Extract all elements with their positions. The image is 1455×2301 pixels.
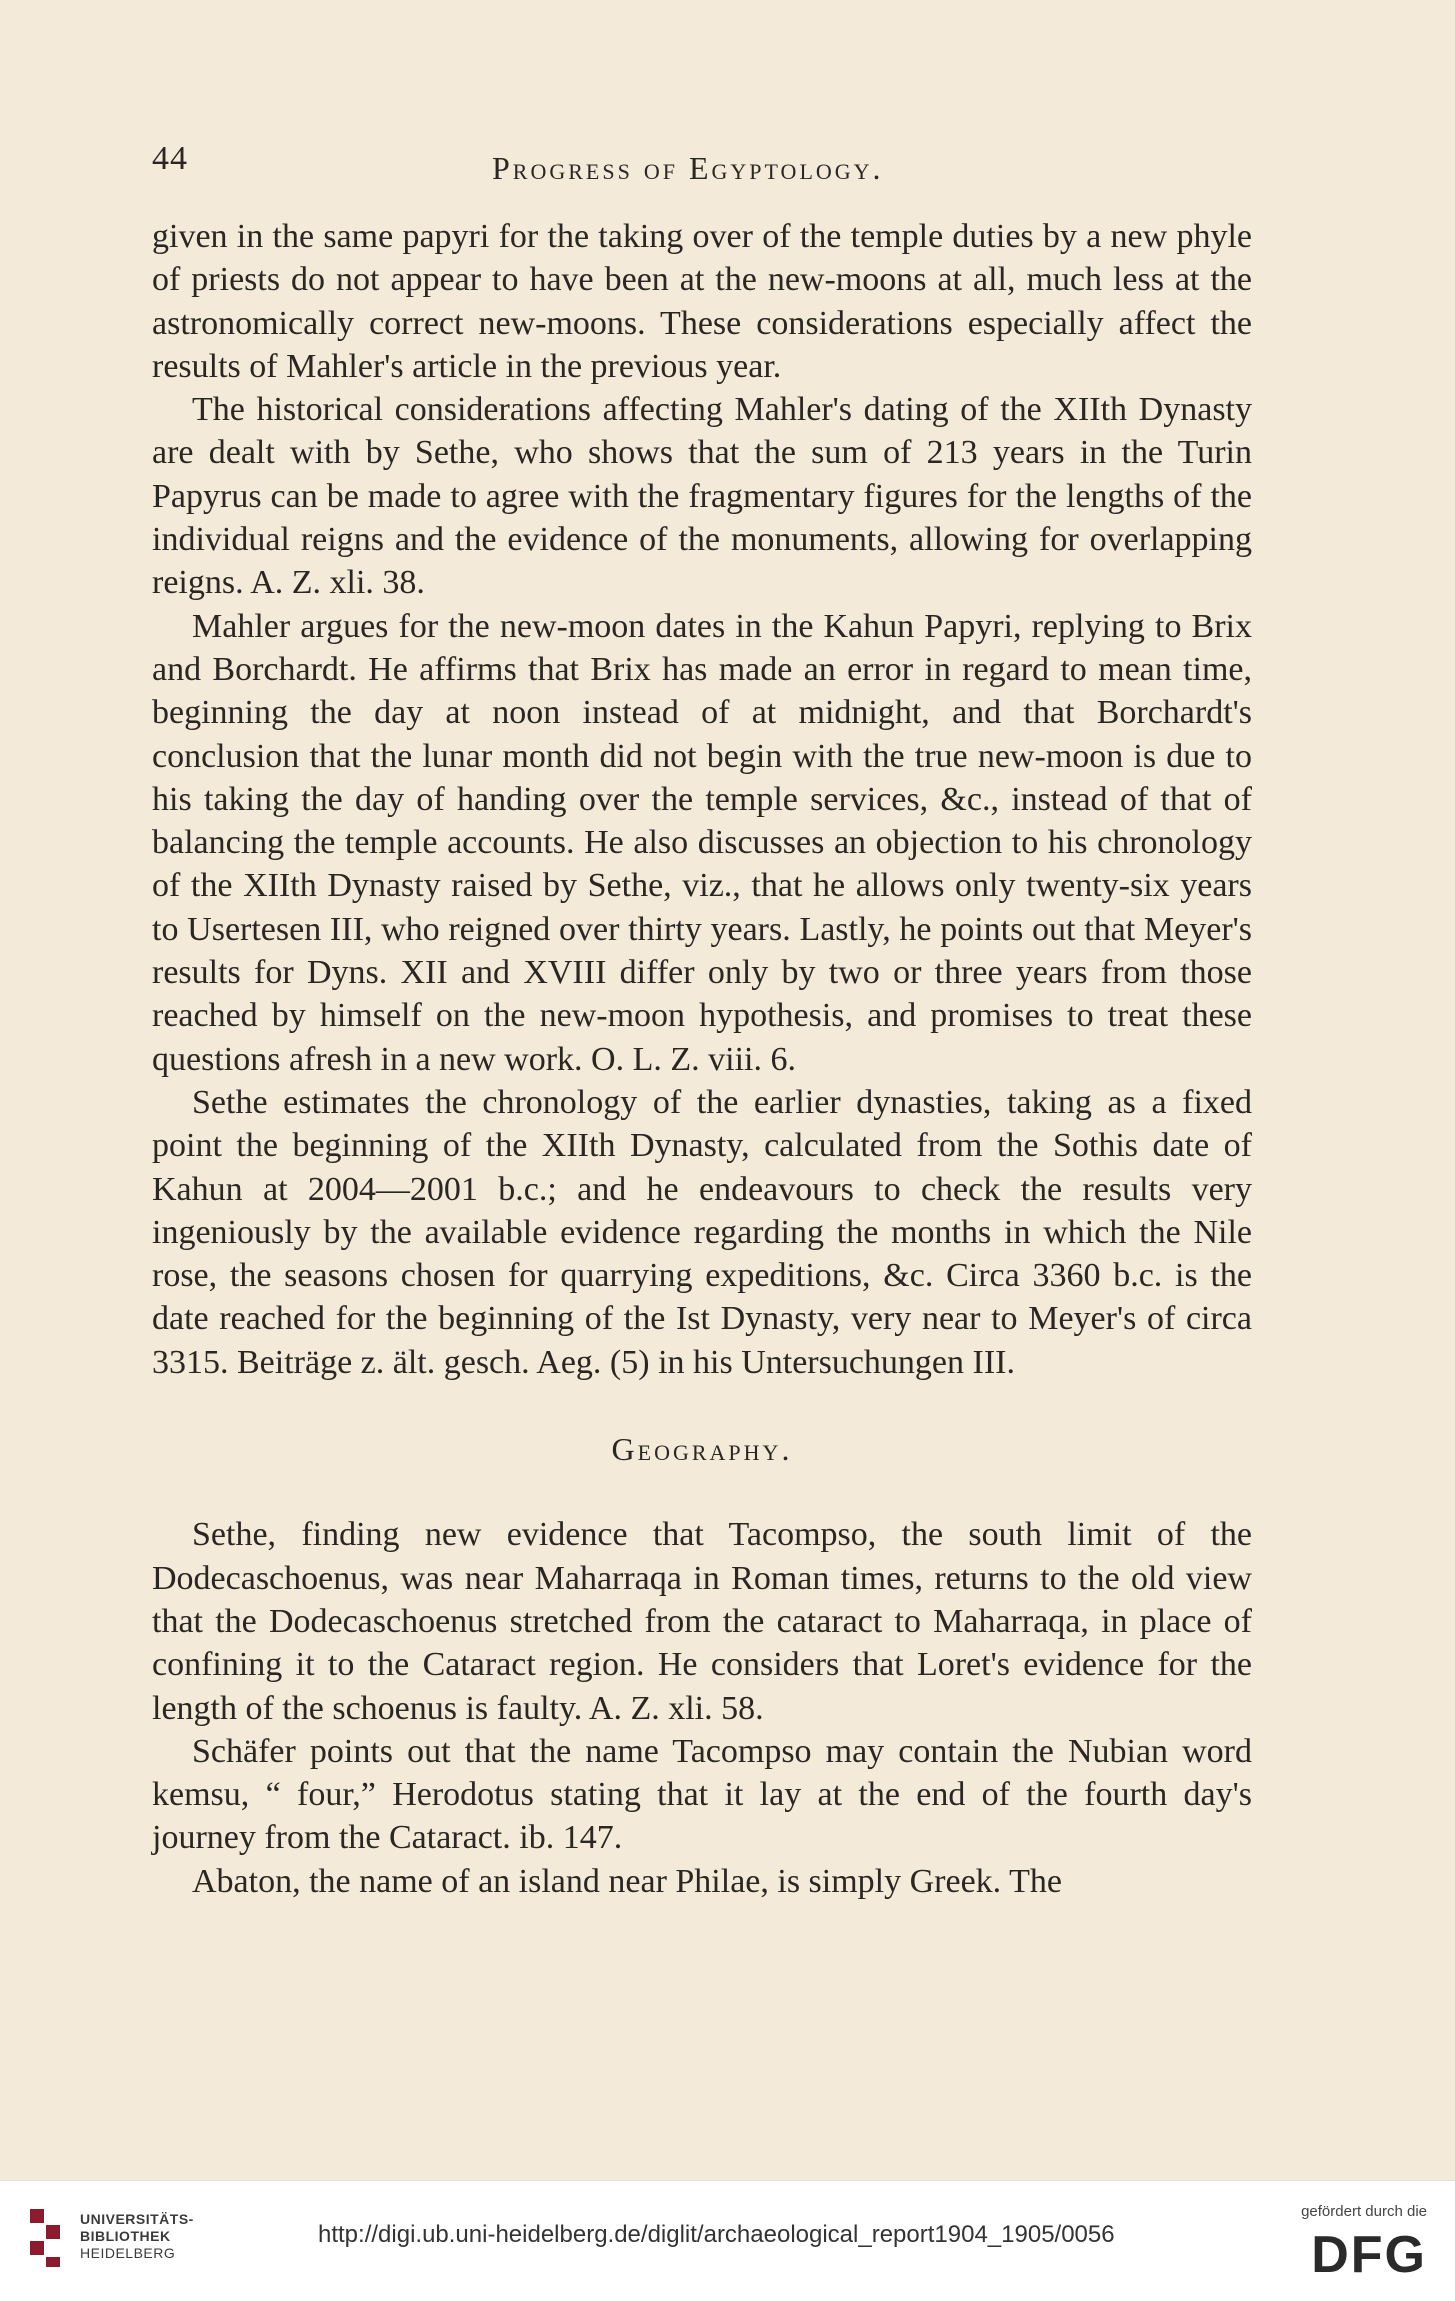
body-text <box>152 215 1252 1903</box>
page-header <box>152 130 1262 190</box>
paragraph-2: The historical considerations affecting Mahler's dating of the XIIth Dynasty are dealt with by Sethe, who shows that the sum of 213 years in the Turin Papyrus can be made to agree with the fragmentary figures for the lengths of the individual reigns and the evidence of the monuments, allowing for overlapping reigns. A. Z. xli. 38. <box>152 391 1252 602</box>
university-library-name <box>80 2211 194 2262</box>
page-number: 44 <box>152 140 188 177</box>
paragraph-4: Sethe estimates the chronology of the earlier dynasties, taking as a fixed point the beginning of the XIIth Dynasty, calculated from the Sothis date of Kahun at 2004—2001 b.c.; and he endeavours to check the results very ingeniously by the available evidence regarding the months in which the Nile rose, the seasons chosen for quarrying expeditions, &c. Circa 3360 b.c. is the date reached for the beginning of the Ist Dynasty, very near to Meyer's of circa 3315. Beiträge z. ält. gesch. Aeg. (5) in his Untersuchungen III. <box>152 1083 1252 1381</box>
paragraph-1: given in the same papyri for the taking over of the temple duties by a new phyle of priests do not appear to have been at the new-moons at all, much less at the astronomically correct new-moons. These considerations especially affect the results of Mahler's article in the previous year. <box>152 218 1252 385</box>
paragraph-7: Abaton, the name of an island near Philae, is simply Greek. The <box>192 1862 1062 1900</box>
paragraph-6: Schäfer points out that the name Tacompso may contain the Nubian word kemsu, “ four,” Herodotus stating that it lay at the end of the fourth day's journey from the Cataract. ib. 147. <box>152 1732 1252 1857</box>
dfg-logo: DFG <box>1311 2226 1427 2284</box>
viewer-footer <box>0 2180 1455 2301</box>
running-title: Progress of Egyptology. <box>492 150 884 186</box>
paragraph-3: Mahler argues for the new-moon dates in the Kahun Papyri, replying to Brix and Borchardt. He affirms that Brix has made an error in regard to mean time, beginning the day at noon instead of at midnight, and that Borchardt's conclusion that the lunar month did not begin with the true new-moon is due to his taking the day of handing over the temple services, &c., instead of that of balancing the temple accounts. He also discusses an objection to his chronology of the XIIth Dynasty raised by Sethe, viz., that he allows only twenty-six years to Usertesen III, who reigned over thirty years. Lastly, he points out that Meyer's results for Dyns. XII and XVIII differ only by two or three years from those reached by himself on the new-moon hypothesis, and promises to treat these questions afresh in a new work. O. L. Z. viii. 6. <box>152 607 1252 1078</box>
funding-caption: gefördert durch die <box>1301 2203 1427 2220</box>
university-library-logo-icon <box>30 2209 60 2269</box>
library-line-3: HEIDELBERG <box>80 2245 176 2261</box>
paragraph-5: Sethe, finding new evidence that Tacompso, the south limit of the Dodecaschoenus, was near Maharraqa in Roman times, returns to the old view that the Dodecaschoenus stretched from the cataract to Maharraqa, in place of confining it to the Cataract region. He considers that Loret's evidence for the length of the schoenus is faulty. A. Z. xli. 58. <box>152 1516 1252 1727</box>
permalink-url[interactable]: http://digi.ub.uni-heidelberg.de/diglit/archaeological_report1904_1905/0056 <box>318 2221 1115 2248</box>
library-line-2: BIBLIOTHEK <box>80 2228 171 2244</box>
library-line-1: UNIVERSITÄTS- <box>80 2211 194 2227</box>
section-heading-geography: Geography. <box>611 1431 793 1468</box>
